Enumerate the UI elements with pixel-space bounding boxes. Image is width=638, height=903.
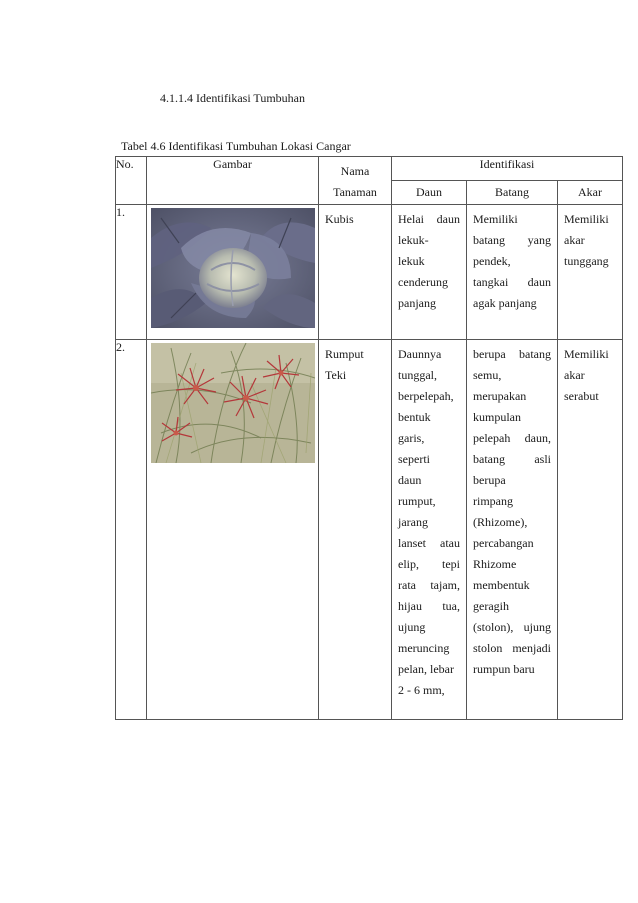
batang-line: rimpang bbox=[473, 494, 513, 508]
section-heading: 4.1.1.4 Identifikasi Tumbuhan bbox=[160, 91, 306, 105]
batang-line: kumpulan bbox=[473, 410, 521, 424]
batang-line: (stolon), ujung bbox=[473, 620, 551, 634]
batang-line: pendek, bbox=[473, 254, 511, 268]
akar-line: akar bbox=[564, 368, 585, 382]
batang-line: pelepah daun, bbox=[473, 431, 551, 445]
akar-line: Memiliki bbox=[564, 347, 609, 361]
grass-photo bbox=[151, 343, 315, 463]
batang-line: (Rhizome), bbox=[473, 515, 528, 529]
batang-line: batang yang bbox=[473, 233, 551, 247]
header-batang: Batang bbox=[467, 181, 558, 205]
batang-line: merupakan bbox=[473, 389, 527, 403]
batang-line: berupa bbox=[473, 473, 506, 487]
batang-line: berupa batang bbox=[473, 347, 551, 361]
batang-line: semu, bbox=[473, 368, 502, 382]
akar-cell bbox=[558, 340, 623, 720]
daun-line: rumput, bbox=[398, 494, 436, 508]
akar-line: serabut bbox=[564, 389, 599, 403]
batang-line: geragih bbox=[473, 599, 509, 613]
header-daun: Daun bbox=[392, 181, 467, 205]
daun-line: pelan, lebar bbox=[398, 662, 454, 676]
header-identifikasi: Identifikasi bbox=[392, 157, 623, 181]
daun-line: Daunnya bbox=[398, 347, 442, 361]
daun-line: daun bbox=[398, 473, 422, 487]
header-gambar: Gambar bbox=[147, 157, 319, 205]
daun-line: berpelepah, bbox=[398, 389, 454, 403]
row-number: 2. bbox=[116, 340, 147, 720]
daun-line: hijau tua, bbox=[398, 599, 460, 613]
daun-line: ujung bbox=[398, 620, 426, 634]
daun-line: lekuk- bbox=[398, 233, 429, 247]
akar-line: Memiliki bbox=[564, 212, 609, 226]
daun-line: rata tajam, bbox=[398, 578, 460, 592]
batang-cell bbox=[467, 205, 558, 340]
nama-line: Teki bbox=[325, 368, 347, 382]
photo-cell bbox=[147, 205, 319, 340]
table-row bbox=[116, 340, 623, 720]
header-nama-line1: Nama bbox=[340, 164, 370, 178]
header-nama bbox=[319, 157, 392, 205]
batang-cell bbox=[467, 340, 558, 720]
batang-line: stolon menjadi bbox=[473, 641, 551, 655]
table-row bbox=[116, 205, 623, 340]
header-no: No. bbox=[116, 157, 147, 205]
daun-line: lekuk bbox=[398, 254, 425, 268]
batang-line: agak panjang bbox=[473, 296, 537, 310]
daun-line: lanset atau bbox=[398, 536, 460, 550]
header-akar: Akar bbox=[558, 181, 623, 205]
daun-line: elip, tepi bbox=[398, 557, 460, 571]
batang-line: tangkai daun bbox=[473, 275, 551, 289]
batang-line: rumpun baru bbox=[473, 662, 535, 676]
nama-text: Kubis bbox=[325, 212, 354, 226]
daun-line: garis, bbox=[398, 431, 425, 445]
nama-line: Rumput bbox=[325, 347, 364, 361]
akar-cell bbox=[558, 205, 623, 340]
batang-line: Rhizome bbox=[473, 557, 517, 571]
photo-cell bbox=[147, 340, 319, 720]
daun-cell bbox=[392, 340, 467, 720]
daun-cell bbox=[392, 205, 467, 340]
daun-line: 2 - 6 mm, bbox=[398, 683, 445, 697]
daun-line: seperti bbox=[398, 452, 430, 466]
daun-line: bentuk bbox=[398, 410, 431, 424]
daun-line: meruncing bbox=[398, 641, 450, 655]
batang-line: batang asli bbox=[473, 452, 551, 466]
nama-cell bbox=[319, 205, 392, 340]
header-nama-line2: Tanaman bbox=[333, 185, 377, 199]
row-number: 1. bbox=[116, 205, 147, 340]
table-caption: Tabel 4.6 Identifikasi Tumbuhan Lokasi Cangar bbox=[121, 139, 351, 153]
daun-line: cenderung bbox=[398, 275, 448, 289]
batang-line: Memiliki bbox=[473, 212, 518, 226]
daun-line: panjang bbox=[398, 296, 436, 310]
akar-line: akar bbox=[564, 233, 585, 247]
cabbage-photo bbox=[151, 208, 315, 328]
identification-table bbox=[115, 156, 623, 720]
nama-cell bbox=[319, 340, 392, 720]
daun-line: Helai daun bbox=[398, 212, 460, 226]
daun-line: tunggal, bbox=[398, 368, 437, 382]
batang-line: percabangan bbox=[473, 536, 534, 550]
daun-line: jarang bbox=[398, 515, 428, 529]
batang-line: membentuk bbox=[473, 578, 530, 592]
akar-line: tunggang bbox=[564, 254, 609, 268]
